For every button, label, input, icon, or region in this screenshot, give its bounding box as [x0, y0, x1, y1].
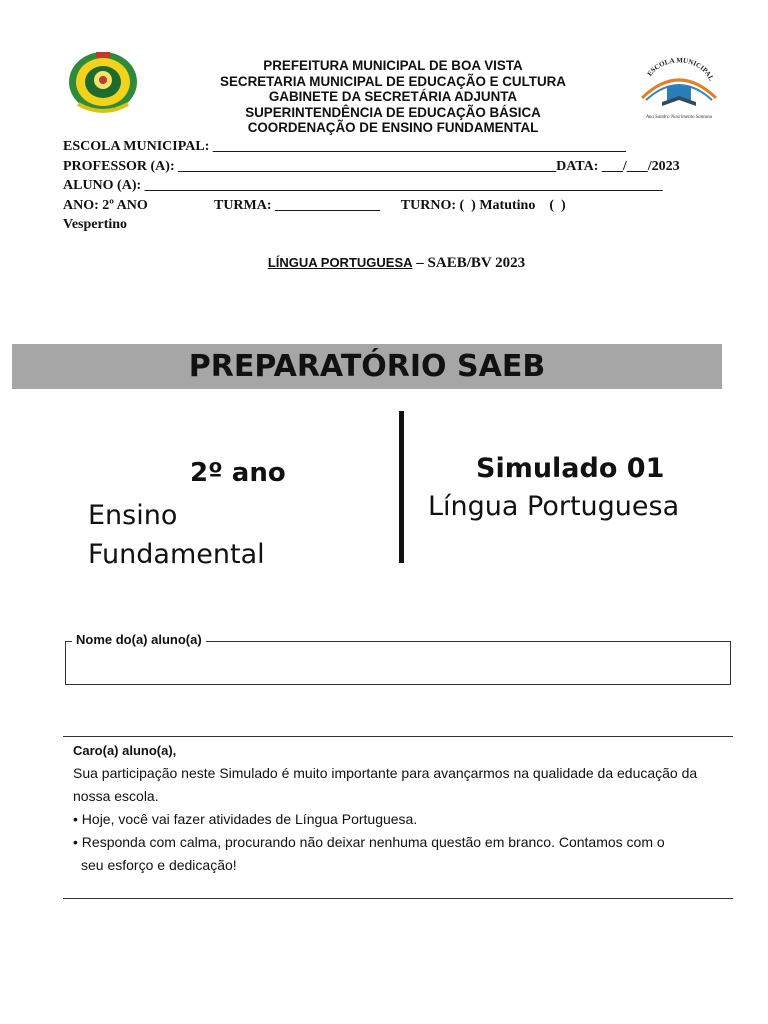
- subject-name: Língua Portuguesa: [428, 491, 680, 522]
- paragraph-line: nossa escola.: [73, 788, 159, 804]
- logo-arc-text: ESCOLA MUNICIPAL: [645, 56, 716, 83]
- school-field: ESCOLA MUNICIPAL: ___________________________________________________________: [63, 139, 626, 154]
- header-line: COORDENAÇÃO DE ENSINO FUNDAMENTAL: [247, 120, 539, 136]
- header-line: SECRETARIA MUNICIPAL DE EDUCAÇÃO E CULTURA: [220, 73, 566, 89]
- paragraph-line: Sua participação neste Simulado é muito importante para avançarmos na qualidade da educação da: [73, 765, 698, 781]
- education-level: [88, 496, 265, 574]
- greeting: Caro(a) aluno(a),: [73, 743, 177, 758]
- banner-title: PREPARATÓRIO SAEB: [12, 344, 722, 389]
- header-line: SUPERINTENDÊNCIA DE EDUCAÇÃO BÁSICA: [245, 104, 541, 120]
- svg-text:ESCOLA MUNICIPAL: [646, 56, 716, 82]
- header-line: GABINETE DA SECRETÁRIA ADJUNTA: [268, 89, 518, 105]
- school-logo: [634, 52, 724, 122]
- student-name-label: Nome do(a) aluno(a): [72, 632, 206, 647]
- instructions-message: [73, 739, 729, 877]
- bullet-item-continuation: seu esforço e dedicação!: [81, 857, 237, 873]
- subject-title: [0, 255, 768, 272]
- logo-book-text: PROFESSORA: [666, 107, 692, 111]
- year-class-shift-field: ANO: 2º ANO TURMA: _______________ TURNO: ( ) Matutino ( ): [63, 197, 566, 213]
- bullet-item: • Responda com calma, procurando não deixar nenhuma questão em branco. Contamos com o: [73, 834, 665, 850]
- education-level-line: Fundamental: [88, 539, 265, 570]
- divider-line: [63, 898, 733, 899]
- subject-area: LÍNGUA PORTUGUESA: [267, 255, 413, 270]
- subject-exam: – SAEB/BV 2023: [412, 255, 526, 271]
- student-info-form: [63, 137, 743, 235]
- institution-header: [150, 58, 636, 136]
- student-name-box[interactable]: [65, 641, 731, 685]
- header-line: PREFEITURA MUNICIPAL DE BOA VISTA: [263, 58, 523, 73]
- municipal-coat-of-arms-logo: [66, 48, 140, 116]
- shift-option-vespertino: Vespertino: [63, 217, 128, 232]
- divider-line: [63, 736, 733, 737]
- grade-year: 2º ano: [190, 458, 286, 488]
- teacher-date-field: PROFESSOR (A): ______________________________________________________DATA: ___/___/2023: [63, 158, 680, 174]
- logo-caption: Ana Sandra Nascimento Santana: [645, 115, 713, 120]
- student-field: ALUNO (A): __________________________________________________________________________: [63, 178, 663, 193]
- education-level-line: Ensino: [88, 500, 178, 531]
- simulado-number: Simulado 01: [476, 453, 665, 484]
- bullet-item: • Hoje, você vai fazer atividades de Língua Portuguesa.: [73, 811, 418, 827]
- vertical-divider: [399, 411, 404, 563]
